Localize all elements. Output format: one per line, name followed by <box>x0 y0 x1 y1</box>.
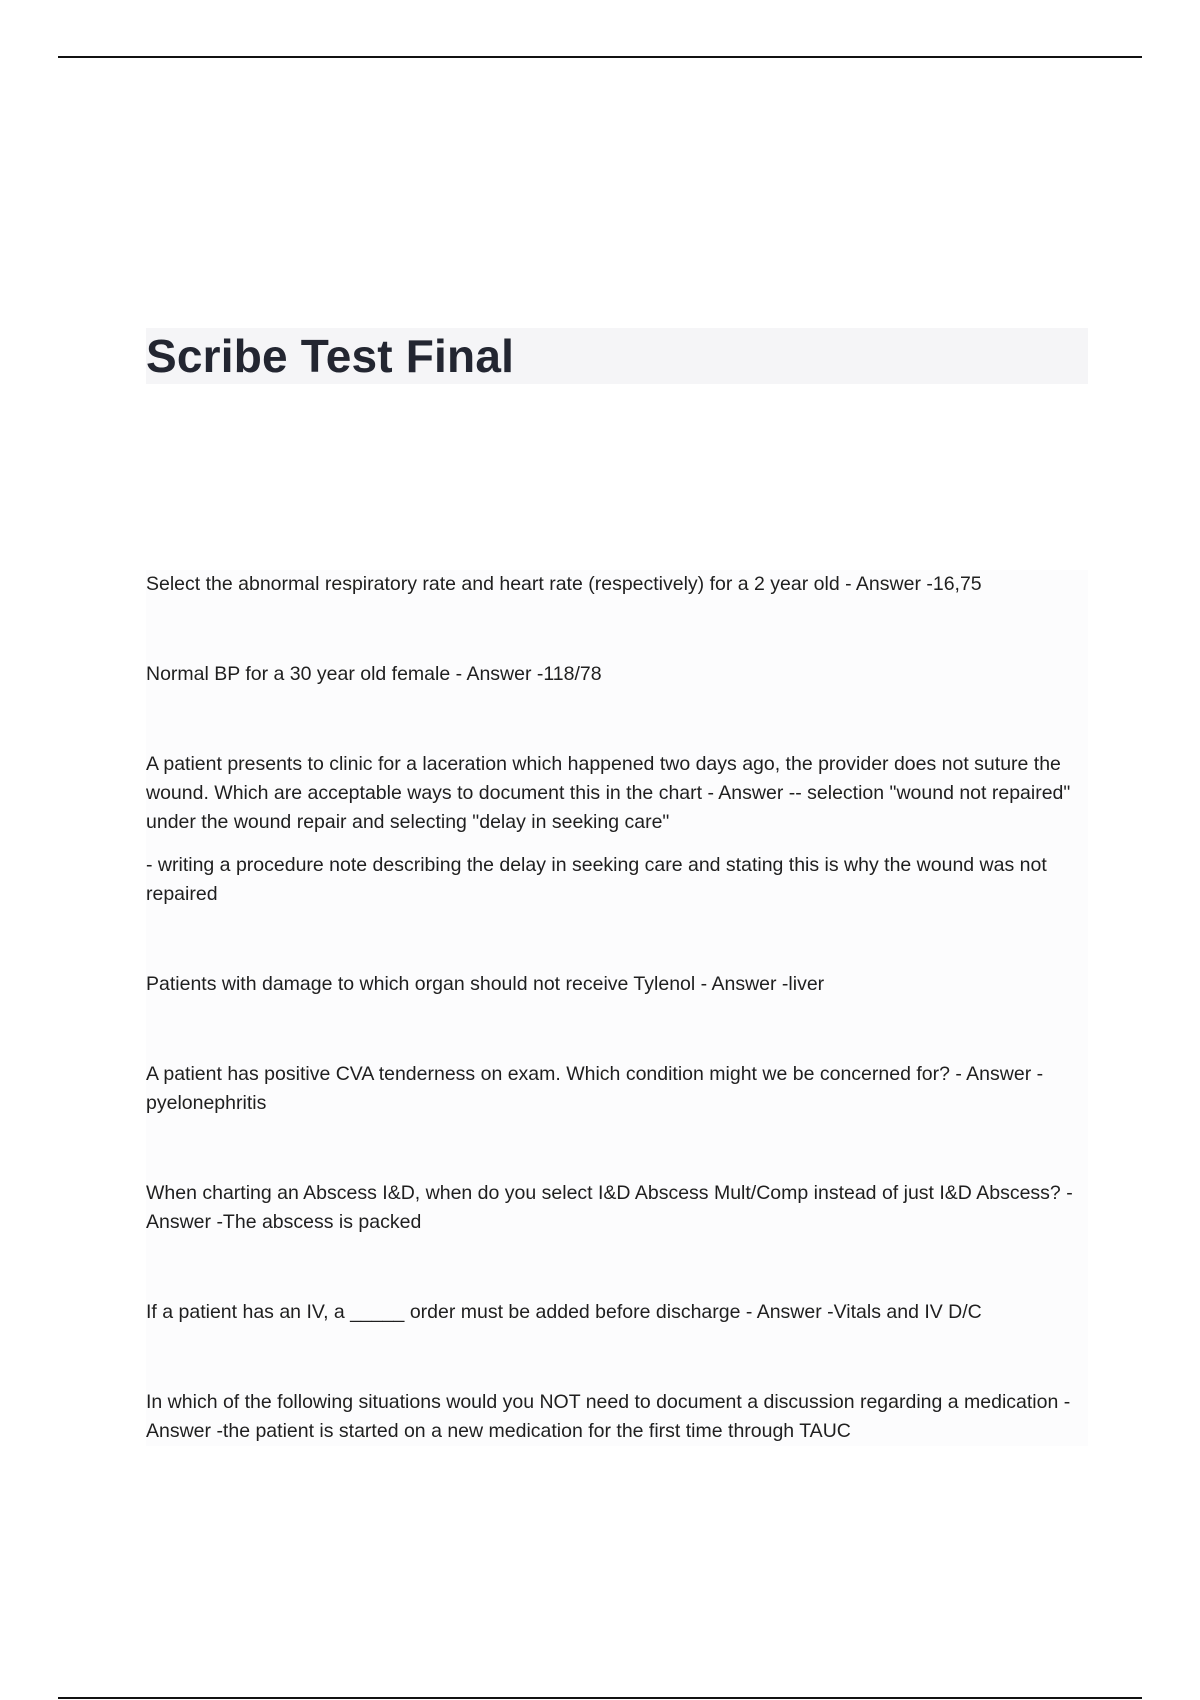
qa-text: Normal BP for a 30 year old female - Answer -118/78 <box>146 663 602 685</box>
qa-item <box>146 1179 1088 1237</box>
qa-item <box>146 1298 1088 1327</box>
document-title: Scribe Test Final <box>146 330 515 382</box>
qa-item <box>146 750 1088 909</box>
qa-text: A patient has positive CVA tenderness on exam. Which condition might we be concerned for? - Answer -pyelonephritis <box>146 1063 1044 1114</box>
qa-text: Patients with damage to which organ should not receive Tylenol - Answer -liver <box>146 973 825 995</box>
qa-item <box>146 570 1088 599</box>
qa-item <box>146 1388 1088 1446</box>
bottom-rule <box>58 1697 1142 1699</box>
qa-item <box>146 660 1088 689</box>
qa-text: A patient presents to clinic for a laceration which happened two days ago, the provider does not suture the wound. Which are acceptable ways to document this in the chart - Answer -- selection "wound not repaired" under the wound repair and selecting "delay in seeking care" <box>146 753 1071 833</box>
top-rule <box>58 56 1142 58</box>
qa-item <box>146 970 1088 999</box>
qa-list <box>146 570 1088 1446</box>
qa-text: Select the abnormal respiratory rate and heart rate (respectively) for a 2 year old - Answer -16,75 <box>146 573 982 595</box>
qa-item <box>146 1060 1088 1118</box>
title-band <box>146 328 1088 384</box>
qa-text: When charting an Abscess I&D, when do you select I&D Abscess Mult/Comp instead of just I&D Abscess? - Answer -The abscess is packed <box>146 1182 1073 1233</box>
qa-text: In which of the following situations would you NOT need to document a discussion regarding a medication - Answer -the patient is started on a new medication for the first time through TAUC <box>146 1391 1071 1442</box>
document-body <box>146 328 1088 1507</box>
qa-text: If a patient has an IV, a _____ order must be added before discharge - Answer -Vitals and IV D/C <box>146 1301 982 1323</box>
qa-continuation: - writing a procedure note describing the delay in seeking care and stating this is why the wound was not repaired <box>146 854 1047 905</box>
